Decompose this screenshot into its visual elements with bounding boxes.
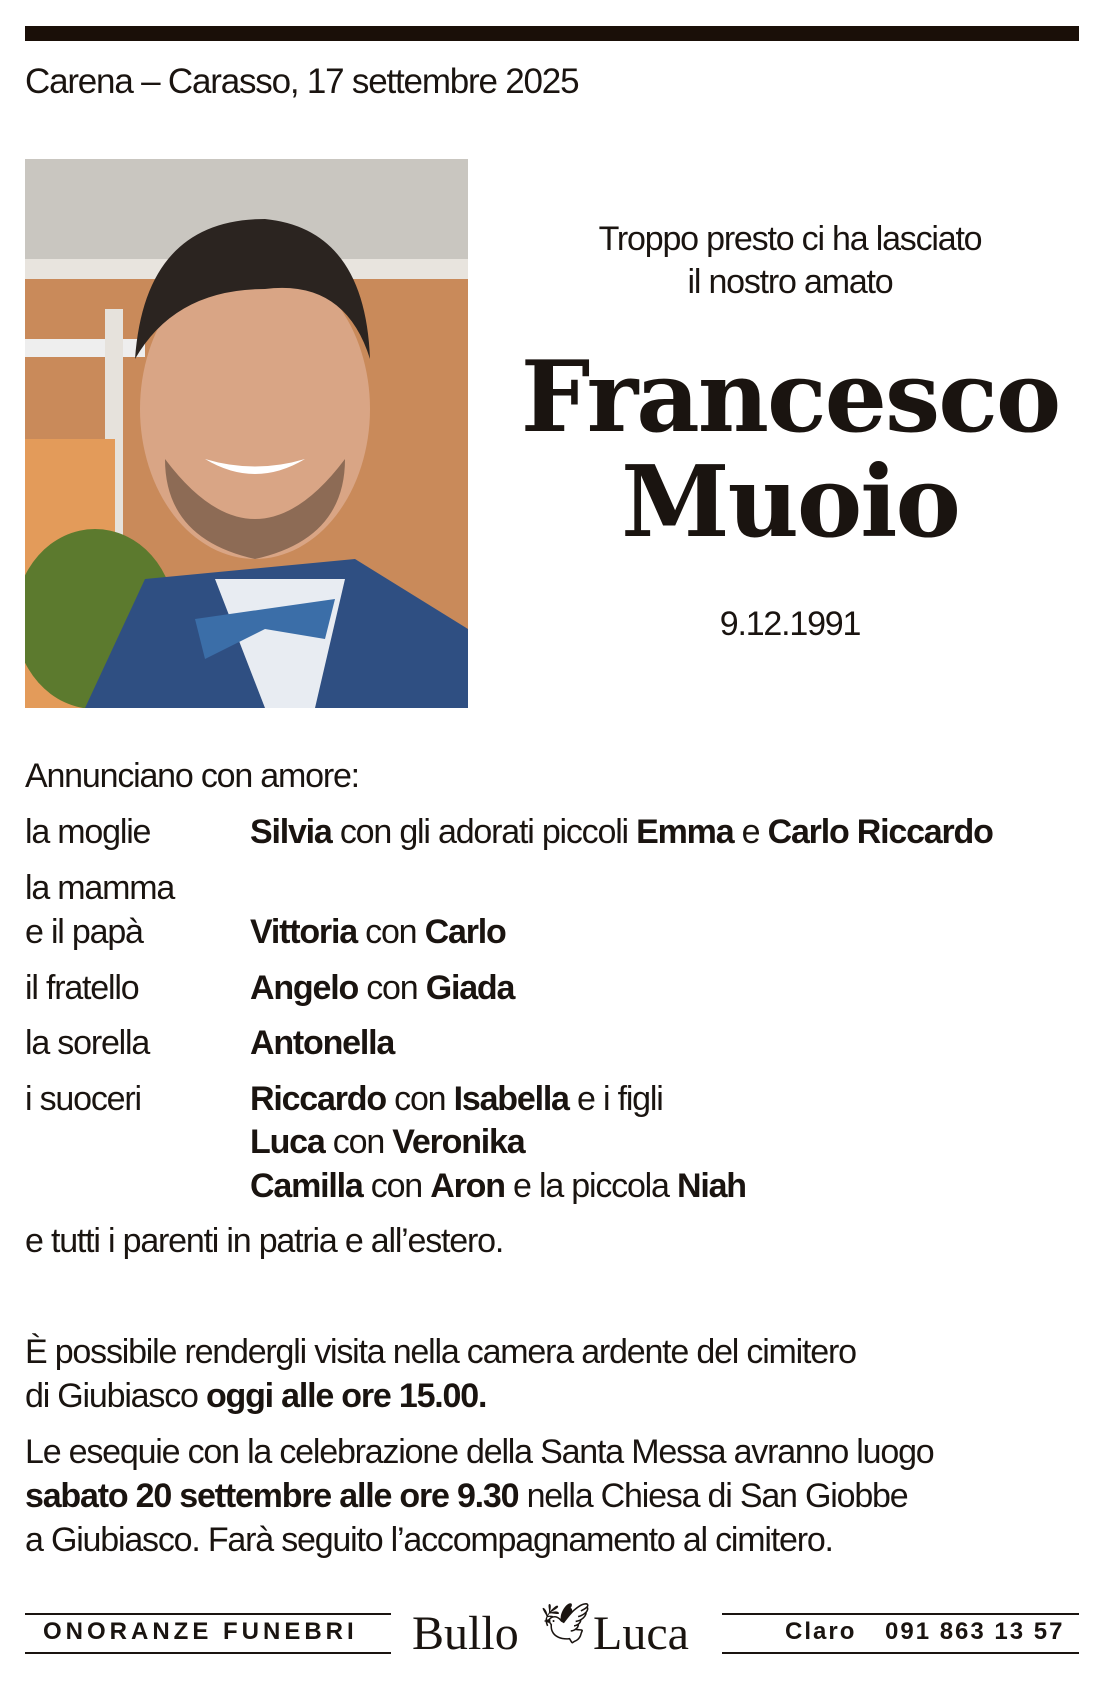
top-rule — [25, 26, 1079, 41]
relatives: Luca con Veronika — [250, 1123, 525, 1161]
footer-phone: 091 863 13 57 — [885, 1618, 1065, 1645]
intro-line-1: Troppo presto ci ha lasciato — [598, 220, 982, 258]
dove-icon: 🕊 — [540, 1602, 591, 1646]
footer-rule — [25, 1652, 391, 1654]
funeral-line-2: sabato 20 settembre alle ore 9.30 nella Chiesa di San Giobbe — [25, 1477, 908, 1515]
relation-label: e il papà — [25, 913, 143, 951]
footer-rule — [722, 1652, 1079, 1654]
footer-rule — [25, 1613, 391, 1615]
announce-heading: Annunciano con amore: — [25, 757, 359, 795]
logo-luca: Luca — [593, 1607, 689, 1660]
footer-town: Claro — [785, 1618, 857, 1645]
relation-label: il fratello — [25, 969, 139, 1007]
funeral-line-3: a Giubiasco. Farà seguito l’accompagnamento al cimitero. — [25, 1521, 833, 1559]
relatives: Vittoria con Carlo — [250, 913, 506, 951]
relatives: Antonella — [250, 1024, 395, 1062]
relatives: Camilla con Aron e la piccola Niah — [250, 1167, 746, 1205]
visit-line-2: di Giubiasco oggi alle ore 15.00. — [25, 1377, 487, 1415]
funeral-line-1: Le esequie con la celebrazione della Santa Messa avranno luogo — [25, 1433, 934, 1471]
birth-date: 9.12.1991 — [719, 605, 861, 643]
relatives: Silvia con gli adorati piccoli Emma e Carlo Riccardo — [250, 813, 993, 851]
place-date: Carena – Carasso, 17 settembre 2025 — [25, 62, 579, 101]
funeral-home-label: ONORANZE FUNEBRI — [43, 1618, 358, 1645]
logo-bullo: Bullo — [412, 1607, 519, 1660]
relation-label: la mamma — [25, 869, 175, 907]
last-name: Muoio — [621, 445, 959, 560]
first-name: Francesco — [520, 340, 1060, 455]
visit-line-1: È possibile rendergli visita nella camera ardente del cimitero — [25, 1333, 856, 1371]
relatives: Angelo con Giada — [250, 969, 515, 1007]
intro-line-2: il nostro amato — [687, 263, 893, 301]
announce-closing: e tutti i parenti in patria e all’estero. — [25, 1222, 504, 1260]
relatives: Riccardo con Isabella e i figli — [250, 1080, 663, 1118]
relation-label: la moglie — [25, 813, 151, 851]
portrait-photo — [25, 159, 468, 708]
relation-label: i suoceri — [25, 1080, 141, 1118]
relation-label: la sorella — [25, 1024, 150, 1062]
footer-rule — [722, 1613, 1079, 1615]
